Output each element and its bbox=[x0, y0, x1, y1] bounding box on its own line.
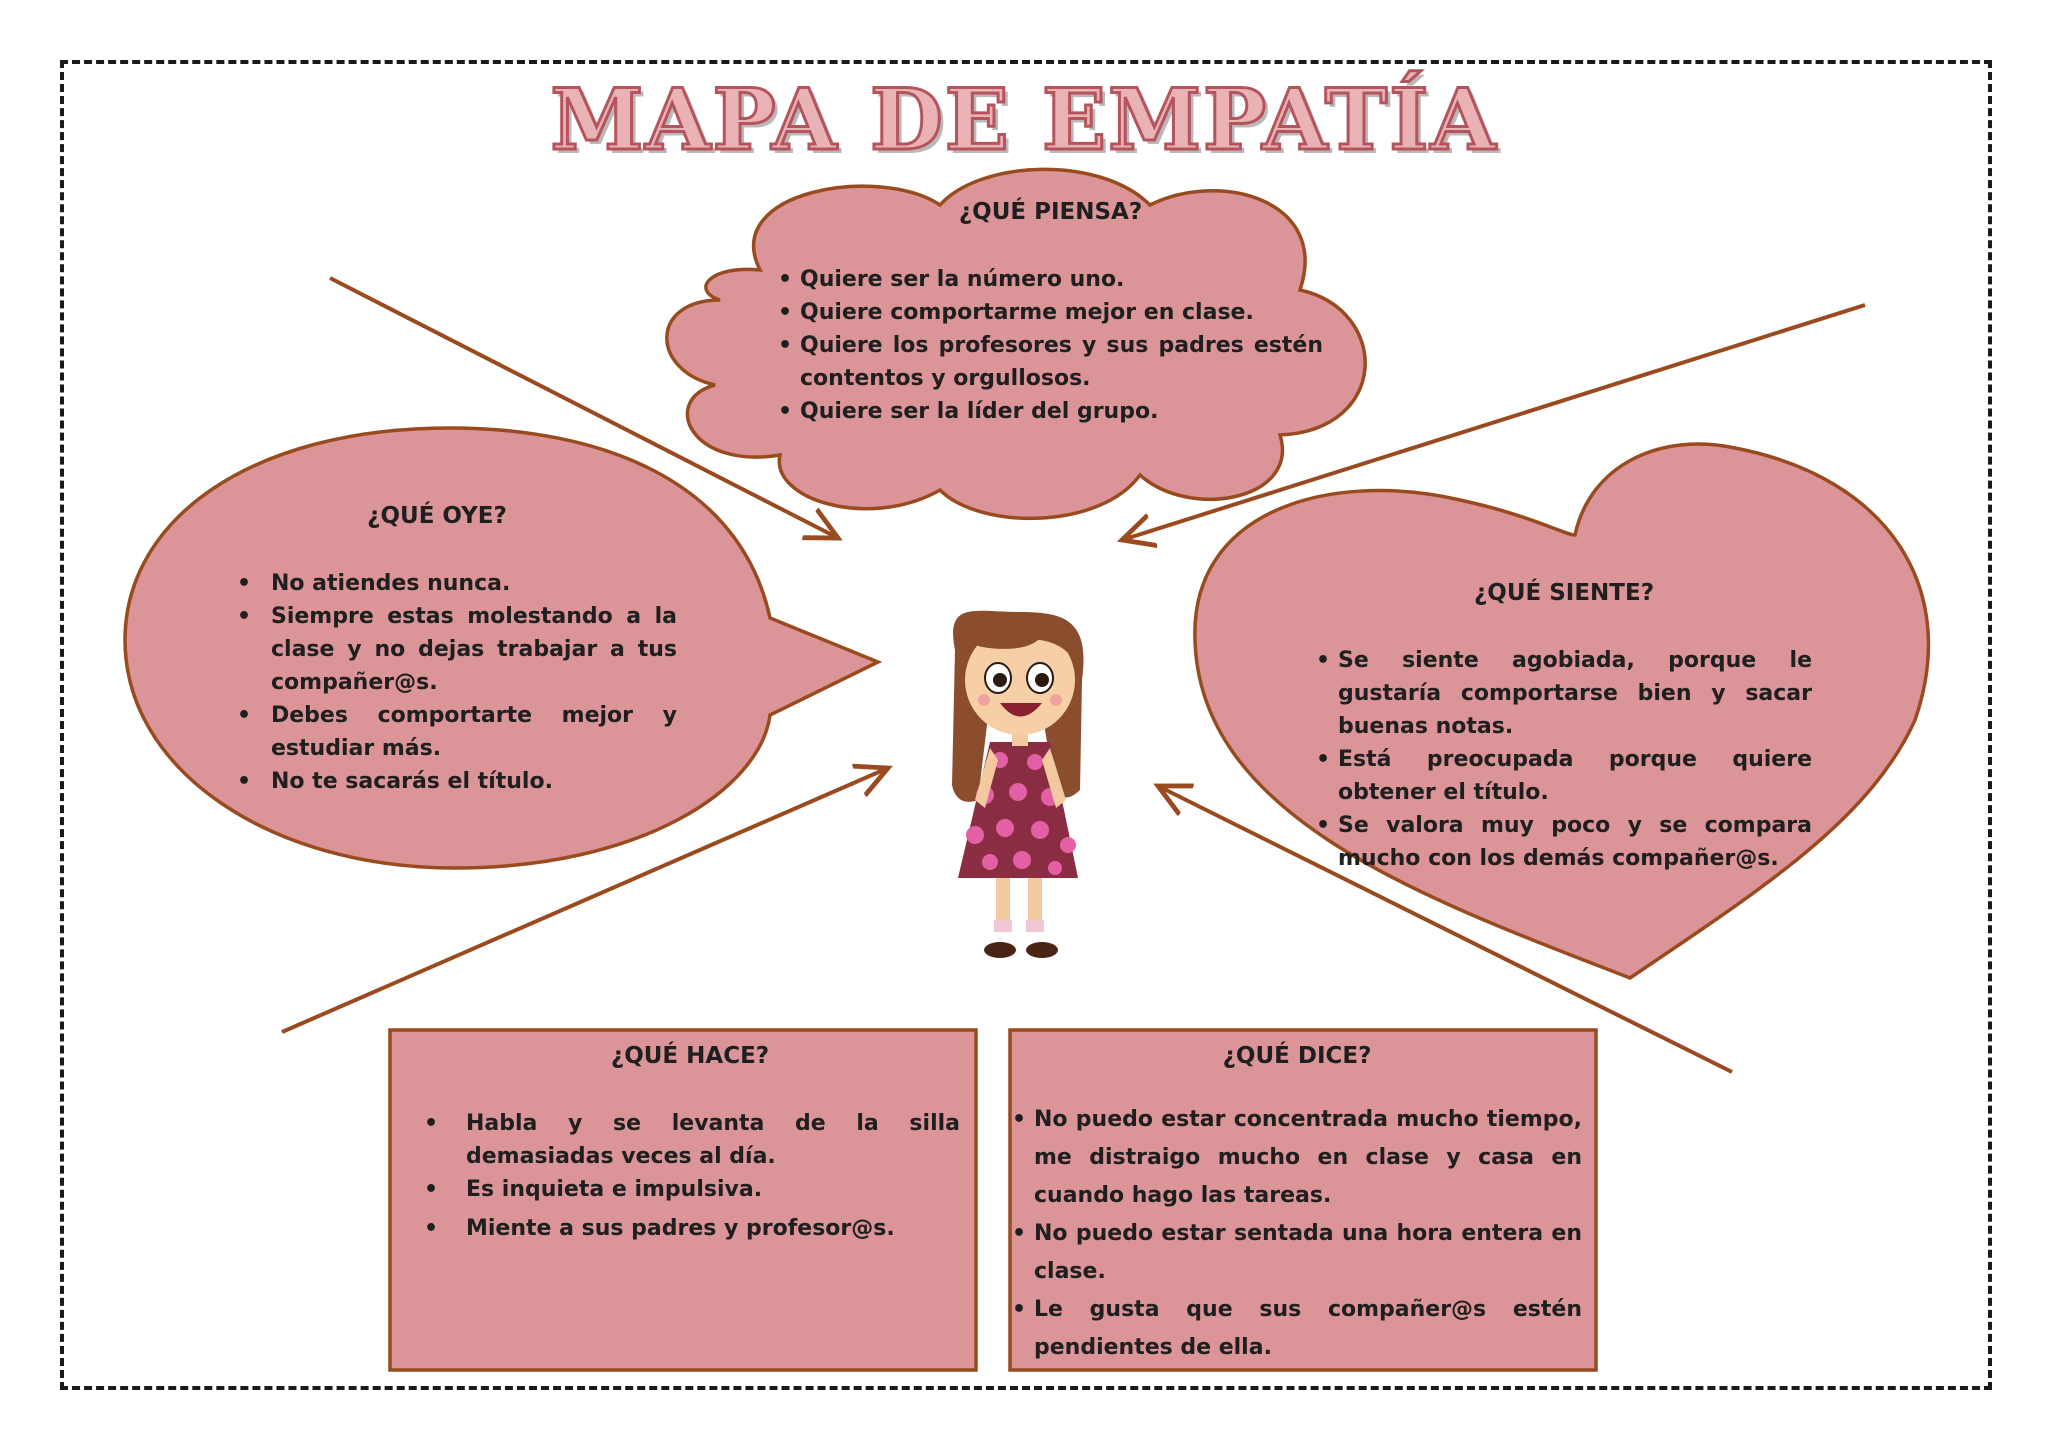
list-item: • No puedo estar sentada una hora entera en clase. bbox=[1012, 1215, 1582, 1291]
girl-shoe-left bbox=[984, 942, 1016, 958]
list-item: • No puedo estar concentrada mucho tiempo, me distraigo mucho en clase y casa en cuando hago las tareas. bbox=[1012, 1101, 1582, 1215]
list-item: • Está preocupada porque quiere obtener el título. bbox=[1316, 743, 1812, 809]
list-item: • Miente a sus padres y profesor@s. bbox=[420, 1212, 960, 1245]
list-item: • No atiendes nunca. bbox=[237, 567, 677, 600]
list-item: • Quiere ser la número uno. bbox=[778, 263, 1323, 296]
dice-heading: ¿QUÉ DICE? bbox=[1222, 1043, 1372, 1069]
list-item: • Habla y se levanta de la silla demasiadas veces al día. bbox=[420, 1107, 960, 1173]
siente-list bbox=[1316, 644, 1812, 875]
hace-heading: ¿QUÉ HACE? bbox=[610, 1043, 770, 1069]
hace-section bbox=[420, 1040, 960, 1245]
oye-list bbox=[237, 567, 677, 798]
list-item: • Debes comportarte mejor y estudiar más. bbox=[237, 699, 677, 765]
list-item: • Es inquieta e impulsiva. bbox=[420, 1173, 960, 1206]
piensa-list bbox=[778, 263, 1323, 428]
list-item: • Quiere los profesores y sus padres estén contentos y orgullosos. bbox=[778, 329, 1323, 395]
dice-section bbox=[1012, 1040, 1582, 1367]
oye-heading: ¿QUÉ OYE? bbox=[367, 503, 507, 529]
girl-illustration bbox=[952, 611, 1083, 958]
dice-list bbox=[1012, 1101, 1582, 1367]
list-item: • Se siente agobiada, porque le gustaría comportarse bien y sacar buenas notas. bbox=[1316, 644, 1812, 743]
list-item: • Se valora muy poco y se compara mucho con los demás compañer@s. bbox=[1316, 809, 1812, 875]
hace-list bbox=[420, 1107, 960, 1245]
girl-shoe-right bbox=[1026, 942, 1058, 958]
piensa-heading: ¿QUÉ PIENSA? bbox=[958, 199, 1143, 225]
list-item: • Le gusta que sus compañer@s estén pendientes de ella. bbox=[1012, 1291, 1582, 1367]
piensa-section bbox=[778, 196, 1323, 428]
list-item: • Siempre estas molestando a la clase y no dejas trabajar a tus compañer@s. bbox=[237, 600, 677, 699]
oye-section bbox=[237, 500, 677, 798]
siente-heading: ¿QUÉ SIENTE? bbox=[1473, 580, 1655, 606]
siente-section bbox=[1316, 577, 1812, 875]
list-item: • Quiere ser la líder del grupo. bbox=[778, 395, 1323, 428]
list-item: • Quiere comportarme mejor en clase. bbox=[778, 296, 1323, 329]
list-item: • No te sacarás el título. bbox=[237, 765, 677, 798]
page-title: MAPA DE EMPATÍA bbox=[550, 70, 1498, 169]
